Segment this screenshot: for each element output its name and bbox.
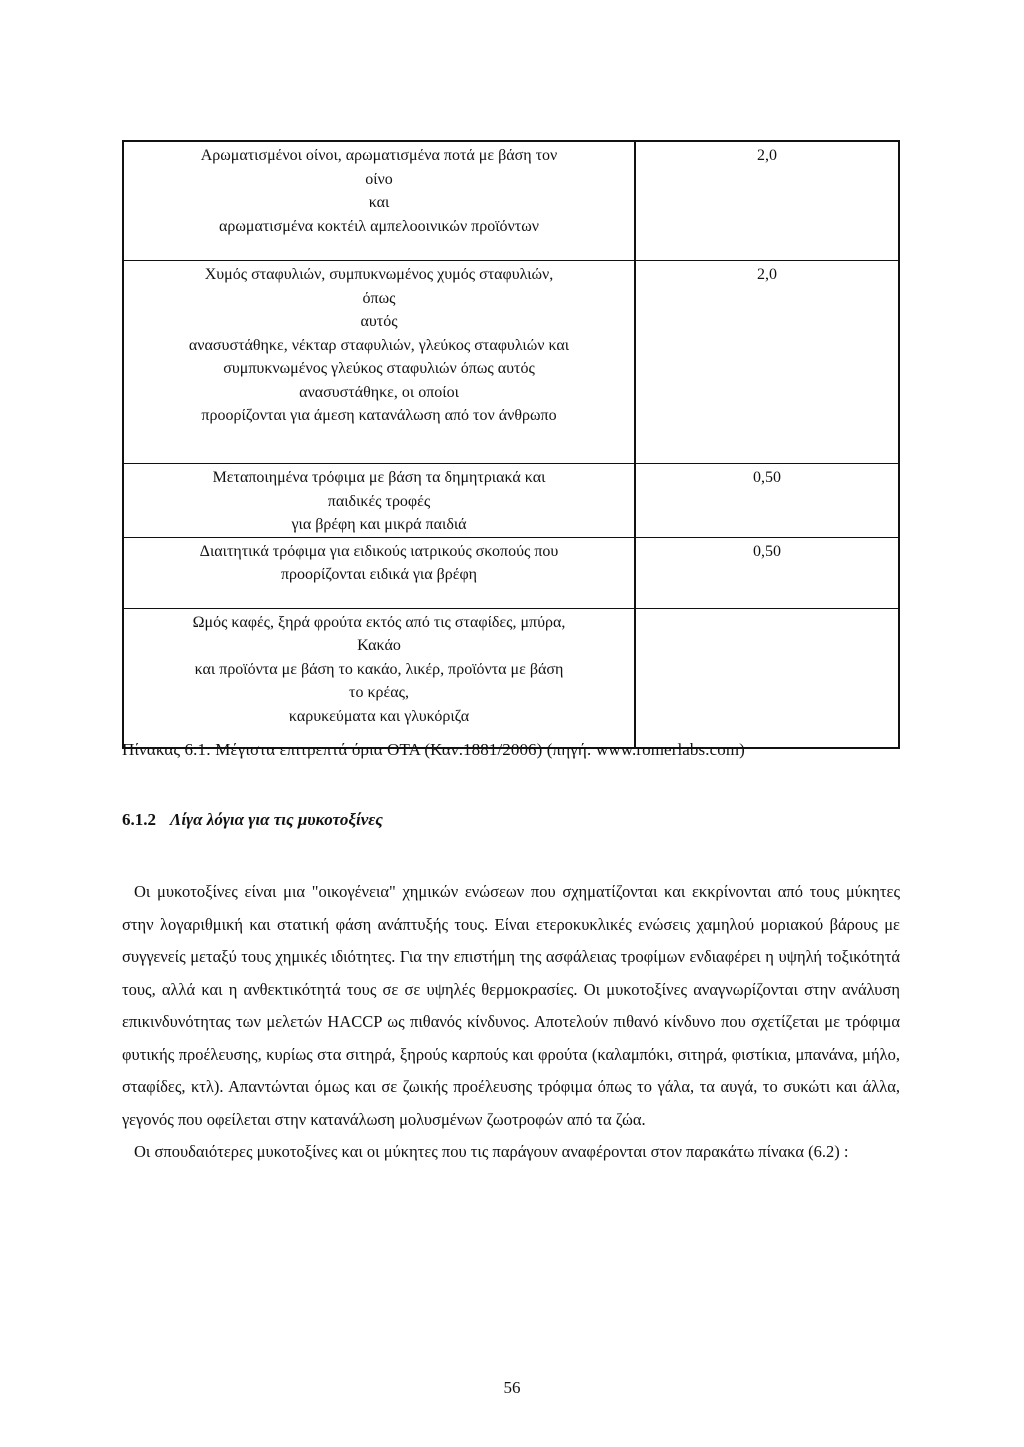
food-line: ανασυστάθηκε, νέκταρ σταφυλιών, γλεύκος σταφυλιών και bbox=[188, 336, 570, 354]
limit-value: 2,0 bbox=[757, 147, 777, 164]
food-cell bbox=[123, 464, 635, 538]
limit-value-cell bbox=[635, 608, 899, 748]
section-title: Λίγα λόγια για τις μυκοτοξίνες bbox=[170, 810, 383, 829]
table-row bbox=[123, 141, 899, 261]
food-line: παιδικές τροφές bbox=[327, 492, 431, 510]
food-line: Διαιτητικά τρόφιμα για ειδικούς ιατρικούς σκοπούς που bbox=[199, 542, 559, 560]
section-heading bbox=[122, 810, 383, 830]
food-cell bbox=[123, 141, 635, 261]
limit-value bbox=[636, 609, 898, 611]
limit-value: 2,0 bbox=[757, 266, 777, 283]
food-line: συμπυκνωμένος γλεύκος σταφυλιών όπως αυτός bbox=[223, 360, 535, 377]
table-row bbox=[123, 608, 899, 748]
table-row bbox=[123, 261, 899, 464]
limit-value-cell bbox=[635, 261, 899, 464]
table-row bbox=[123, 464, 899, 538]
paragraph: Οι σπουδαιότερες μυκοτοξίνες και οι μύκητες που τις παράγουν αναφέρονται στον παρακάτω πίνακα (6.2) : bbox=[134, 1142, 849, 1161]
food-line: και bbox=[368, 194, 390, 211]
food-line: αρωματισμένα κοκτέιλ αμπελοοινικών προϊόντων bbox=[219, 217, 539, 235]
ota-limits-table bbox=[122, 140, 900, 749]
food-line: και προϊόντα με βάση το κακάο, λικέρ, προϊόντα με βάση bbox=[194, 660, 564, 678]
food-line: Ωμός καφές, ξηρά φρούτα εκτός από τις σταφίδες, μπύρα, bbox=[192, 613, 566, 631]
food-line: Μεταποιημένα τρόφιμα με βάση τα δημητριακά και bbox=[212, 469, 546, 486]
page-number: 56 bbox=[503, 1378, 521, 1397]
food-cell bbox=[123, 608, 635, 748]
food-line: Χυμός σταφυλιών, συμπυκνωμένος χυμός σταφυλιών, bbox=[204, 266, 554, 283]
body-text bbox=[122, 876, 900, 1169]
limit-value: 0,50 bbox=[753, 542, 781, 560]
food-line: αυτός bbox=[360, 313, 398, 330]
limit-value: 0,50 bbox=[753, 469, 781, 486]
food-cell bbox=[123, 261, 635, 464]
food-line: προορίζονται για άμεση κατανάλωση από τον άνθρωπο bbox=[201, 407, 557, 424]
food-line: προορίζονται ειδικά για βρέφη bbox=[280, 566, 478, 583]
limit-value-cell bbox=[635, 141, 899, 261]
food-line: το κρέας, bbox=[349, 684, 409, 701]
paragraph: Οι μυκοτοξίνες είναι μια "οικογένεια" χημικών ενώσεων που σχηματίζονται και εκκρίνονται από τους μύκητες στην λογαριθμική και στατική φάση ανάπτυξής τους. Είναι ετεροκυκλικές ενώσεις χαμηλού μοριακού βάρους με συγγενείς μεταξύ τους χημικές ιδιότητες. Για την επιστήμη της ασφάλειας τροφίμων ενδιαφέρει η υψηλή τοξικότητά τους, αλλά και η ανθεκτικότητά τους σε σε υψηλές θερμοκρασίες. Οι μυκοτοξίνες αναγνωρίζονται στην ανάλυση επικινδυνότητας των μελετών HACCP ως πιθανός κίνδυνος. Αποτελούν πιθανό κίνδυνο που σχετίζεται με τρόφιμα φυτικής προέλευσης, κυρίως στα σιτηρά, ξηρούς καρπούς και φρούτα (καλαμπόκι, σιτηρά, φιστίκια, μπανάνα, μήλο, σταφίδες, κτλ). Απαντώνται όμως και σε ζωικής προέλευσης τρόφιμα όπως το γάλα, τα αυγά, το συκώτι και άλλα, γεγονός που οφείλεται στην κατανάλωση μολυσμένων ζωοτροφών από τα ζώα. bbox=[122, 882, 900, 1129]
food-line: Κακάο bbox=[357, 637, 401, 654]
table-row bbox=[123, 537, 899, 608]
food-line: οίνο bbox=[365, 170, 393, 188]
food-line: Αρωματισμένοι οίνοι, αρωματισμένα ποτά με βάση τον bbox=[200, 147, 558, 164]
table-caption: Πίνακας 6.1: Μέγιστα επιτρεπτά όρια ΟΤΑ (Καν.1881/2006) (πηγή: www.romerlabs.com) bbox=[122, 740, 745, 759]
food-line: για βρέφη και μικρά παιδιά bbox=[291, 516, 467, 533]
limit-value-cell bbox=[635, 464, 899, 538]
food-line: όπως bbox=[362, 289, 396, 307]
food-line: ανασυστάθηκε, οι οποίοι bbox=[299, 383, 459, 401]
limit-value-cell bbox=[635, 537, 899, 608]
food-cell bbox=[123, 537, 635, 608]
food-line: καρυκεύματα και γλυκόριζα bbox=[288, 707, 470, 725]
section-number: 6.1.2 bbox=[122, 810, 156, 829]
